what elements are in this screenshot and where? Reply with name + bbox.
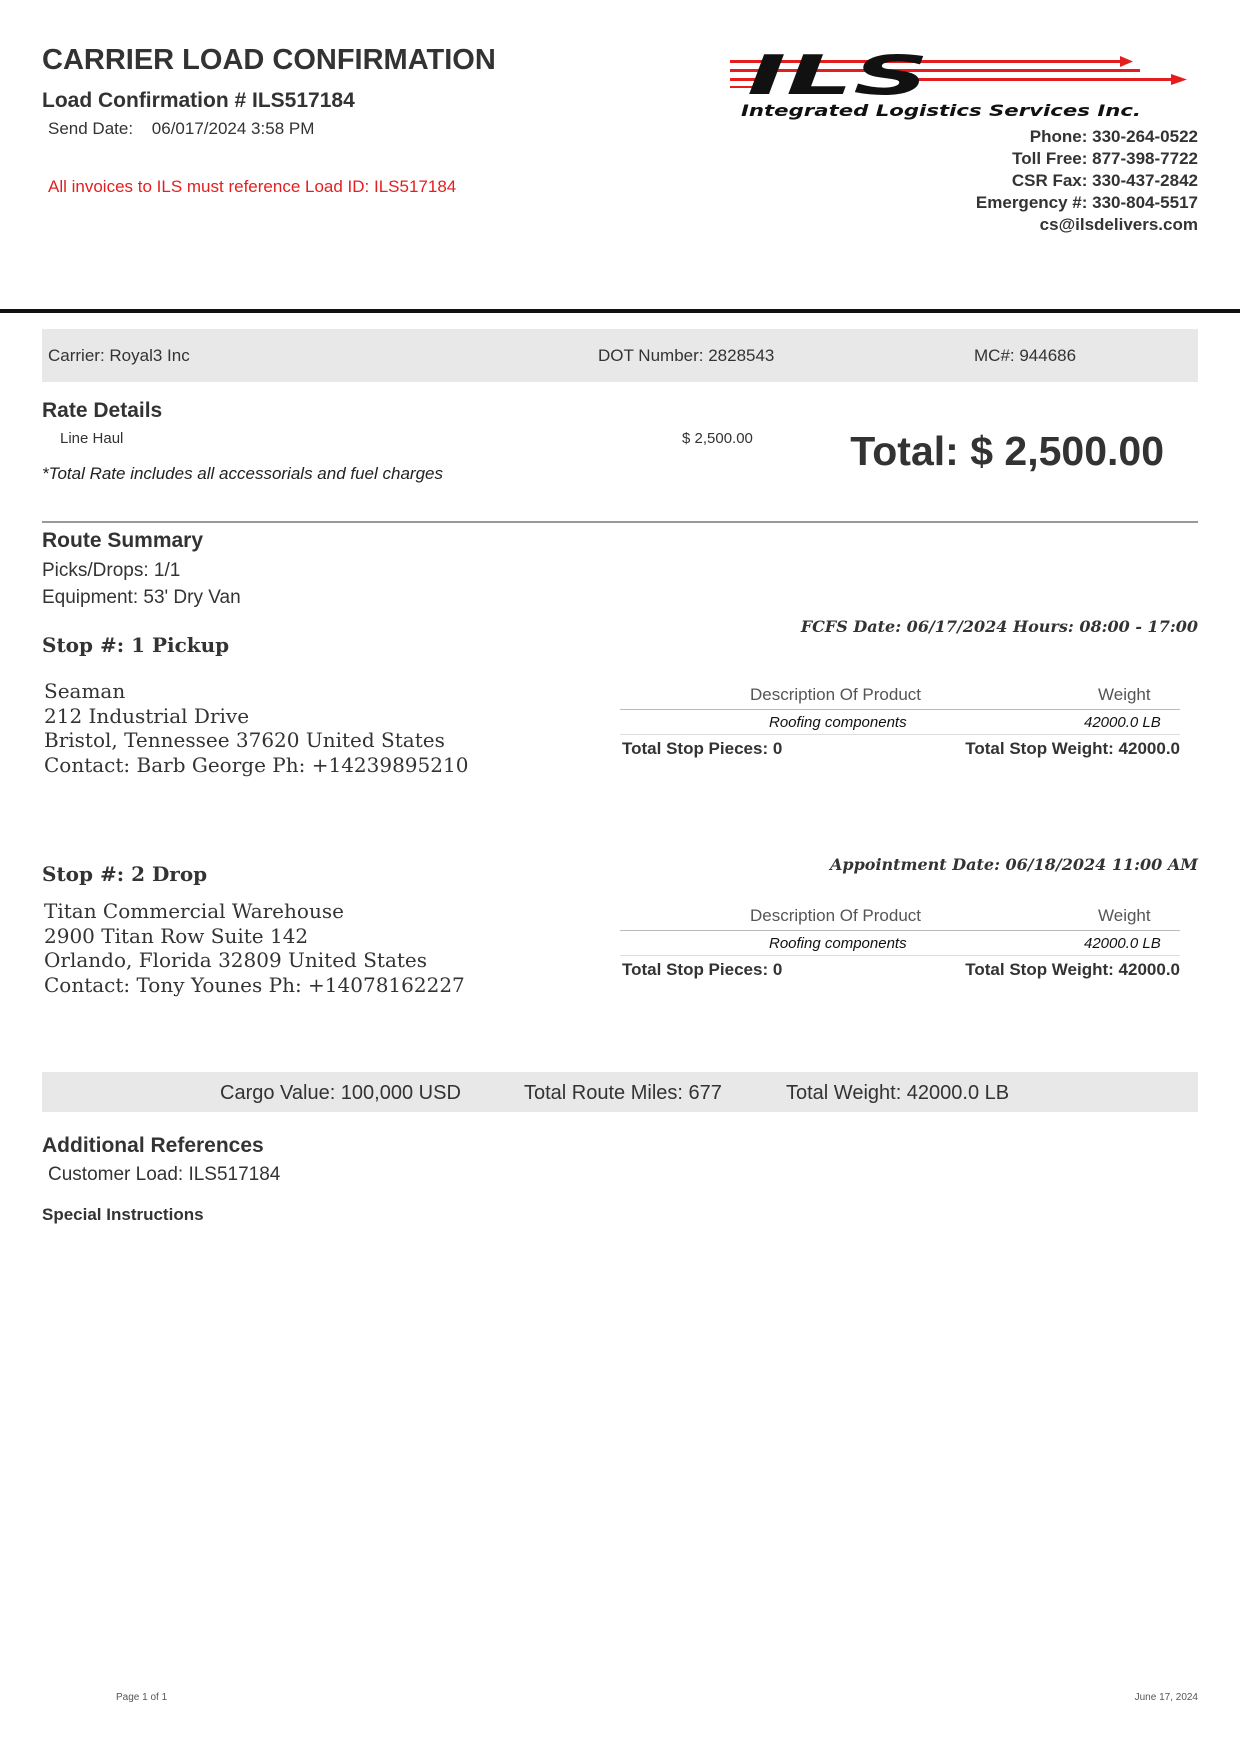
total-stop-pieces: Total Stop Pieces: 0 [622,960,783,979]
page-number: Page 1 of 1 [116,1692,168,1703]
company-toll-free: Toll Free: 877-398-7722 [1012,149,1198,168]
stop-1-name: Seaman [44,679,126,703]
stop-1-date: FCFS Date: 06/17/2024 Hours: 08:00 - 17:00 [800,617,1198,636]
total-route-miles: Total Route Miles: 677 [524,1082,722,1104]
weight-header: Weight [1098,685,1151,704]
product-weight: 42000.0 LB [1084,935,1161,952]
product-description: Roofing components [769,714,907,731]
stop-2-title: Stop #: 2 Drop [42,862,208,886]
total-stop-pieces: Total Stop Pieces: 0 [622,739,783,758]
product-description: Roofing components [769,935,907,952]
rate-divider [42,521,1198,523]
customer-load: Customer Load: ILS517184 [48,1164,281,1185]
stop-2-street: 2900 Titan Row Suite 142 [44,923,309,948]
stop-2-contact: Contact: Tony Younes Ph: +14078162227 [44,972,465,997]
dot-number: DOT Number: 2828543 [598,346,775,365]
footer-date: June 17, 2024 [1134,1692,1198,1703]
company-email: cs@ilsdelivers.com [1039,215,1198,234]
header-divider [0,309,1240,313]
stop-totals [620,735,1185,759]
logo-ils-text: ILS [747,48,929,107]
invoice-notice: All invoices to ILS must reference Load ID: ILS517184 [48,177,457,196]
send-date [48,119,314,139]
total-stop-weight: Total Stop Weight: 42000.0 [965,960,1180,979]
desc-header: Description Of Product [750,685,922,704]
company-contact [976,126,1198,236]
load-summary-bar [42,1072,1198,1112]
stop-2-name: Titan Commercial Warehouse [44,899,344,923]
company-csr-fax: CSR Fax: 330-437-2842 [1011,171,1198,190]
line-haul-label: Line Haul [60,430,124,447]
company-phone: Phone: 330-264-0522 [1029,127,1198,146]
stop-1-contact: Contact: Barb George Ph: +14239895210 [44,752,469,777]
additional-references-heading: Additional References [42,1134,264,1157]
stop-1-city: Bristol, Tennessee 37620 United States [44,728,445,752]
stop-2-city: Orlando, Florida 32809 United States [44,948,428,972]
stop-1-address [44,679,468,777]
total-weight: Total Weight: 42000.0 LB [786,1082,1010,1104]
logo-tagline: Integrated Logistics Services Inc. [741,101,1141,120]
picks-drops: Picks/Drops: 1/1 [42,560,181,581]
carrier-bar [42,329,1198,382]
document-title: CARRIER LOAD CONFIRMATION [42,44,496,76]
table-row [620,931,1185,955]
special-instructions-heading: Special Instructions [42,1205,204,1224]
company-logo [725,48,1187,120]
cargo-value: Cargo Value: 100,000 USD [220,1082,461,1104]
company-emergency: Emergency #: 330-804-5517 [975,193,1198,212]
send-date-label: Send Date: [48,119,134,138]
mc-number: MC#: 944686 [974,346,1077,365]
total-rate: Total: $ 2,500.00 [850,428,1164,474]
stop-1-product-table [620,685,1185,759]
rate-details-heading: Rate Details [42,399,163,422]
table-row [620,710,1185,734]
desc-header: Description Of Product [750,906,922,925]
equipment: Equipment: 53' Dry Van [42,587,241,608]
total-stop-weight: Total Stop Weight: 42000.0 [965,739,1180,758]
stop-1-title: Stop #: 1 Pickup [42,633,230,657]
load-confirmation-number: Load Confirmation # ILS517184 [42,89,355,112]
route-summary-heading: Route Summary [42,529,204,552]
carrier-name: Carrier: Royal3 Inc [48,346,190,365]
stop-2-product-table [620,906,1185,980]
stop-2-address [44,899,465,997]
rate-note: *Total Rate includes all accessorials and fuel charges [42,464,443,483]
stop-totals [620,956,1185,980]
stop-1-street: 212 Industrial Drive [44,703,250,728]
stop-2-date: Appointment Date: 06/18/2024 11:00 AM [829,855,1198,874]
product-weight: 42000.0 LB [1084,714,1161,731]
line-haul-amount: $ 2,500.00 [682,430,753,447]
weight-header: Weight [1098,906,1151,925]
send-date-value: 06/017/2024 3:58 PM [151,119,315,138]
